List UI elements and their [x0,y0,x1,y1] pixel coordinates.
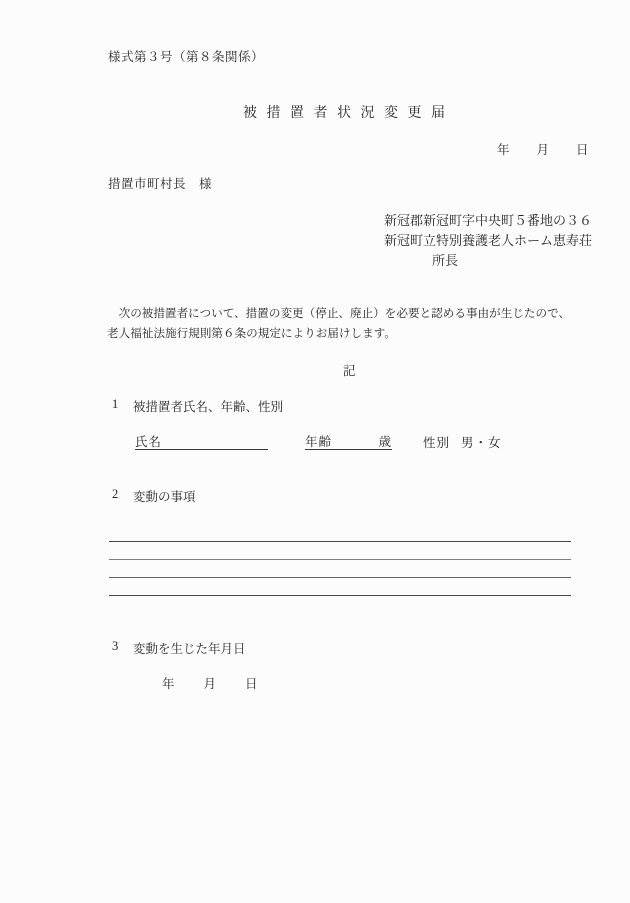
item-3 [112,639,246,657]
gender-label: 性別 [423,436,451,450]
sender-position: 所長 [432,253,459,268]
sender-block [384,211,592,271]
date-blank [216,674,245,692]
item-2-number: 2 [112,487,119,501]
item-3-number: 3 [112,639,119,653]
year-label: 年 [497,143,510,157]
month-label: 月 [536,143,550,157]
date-blank [549,140,576,158]
ruled-line [109,595,571,596]
form-number: 様式第３号（第８条関係） [108,50,265,64]
item-2-label: 変動の事項 [133,490,196,504]
name-label: 氏名 [135,435,163,449]
age-unit-label: 歳 [378,435,392,449]
addressee-line: 措置市町村長 様 [108,177,213,191]
date-blank [175,674,204,692]
sender-address: 新冠郡新冠町字中央町５番地の３６ [384,213,593,228]
item-3-label: 変動を生じた年月日 [133,642,246,656]
item-2 [112,487,196,505]
ruled-line [109,577,571,578]
date-line-bottom [162,674,258,692]
ruled-line [109,559,571,560]
date-line-top [497,140,589,158]
form-title: 被措置者状況変更届 [243,106,455,121]
age-field [305,432,392,450]
day-label: 日 [576,143,589,157]
day-label: 日 [245,677,258,691]
gender-options: 男・女 [461,436,502,450]
year-label: 年 [162,677,175,691]
item-1-number: 1 [112,397,119,411]
month-label: 月 [203,677,217,691]
ruled-line [109,541,571,542]
record-marker: 記 [343,364,356,378]
name-field [135,432,268,450]
gender-field [423,433,502,451]
body-line-1: 次の被措置者について、措置の変更（停止、廃止）を必要と認める事由が生じたので、 [107,307,571,320]
body-paragraph [107,304,570,344]
age-label: 年齢 [305,435,333,449]
item-1 [112,397,283,415]
sender-organization: 新冠町立特別養護老人ホーム恵寿荘 [384,233,593,248]
item-1-label: 被措置者氏名、年齢、性別 [133,400,284,414]
body-line-2: 老人福祉法施行規則第６条の規定によりお届けします。 [107,327,396,340]
date-blank [510,140,537,158]
